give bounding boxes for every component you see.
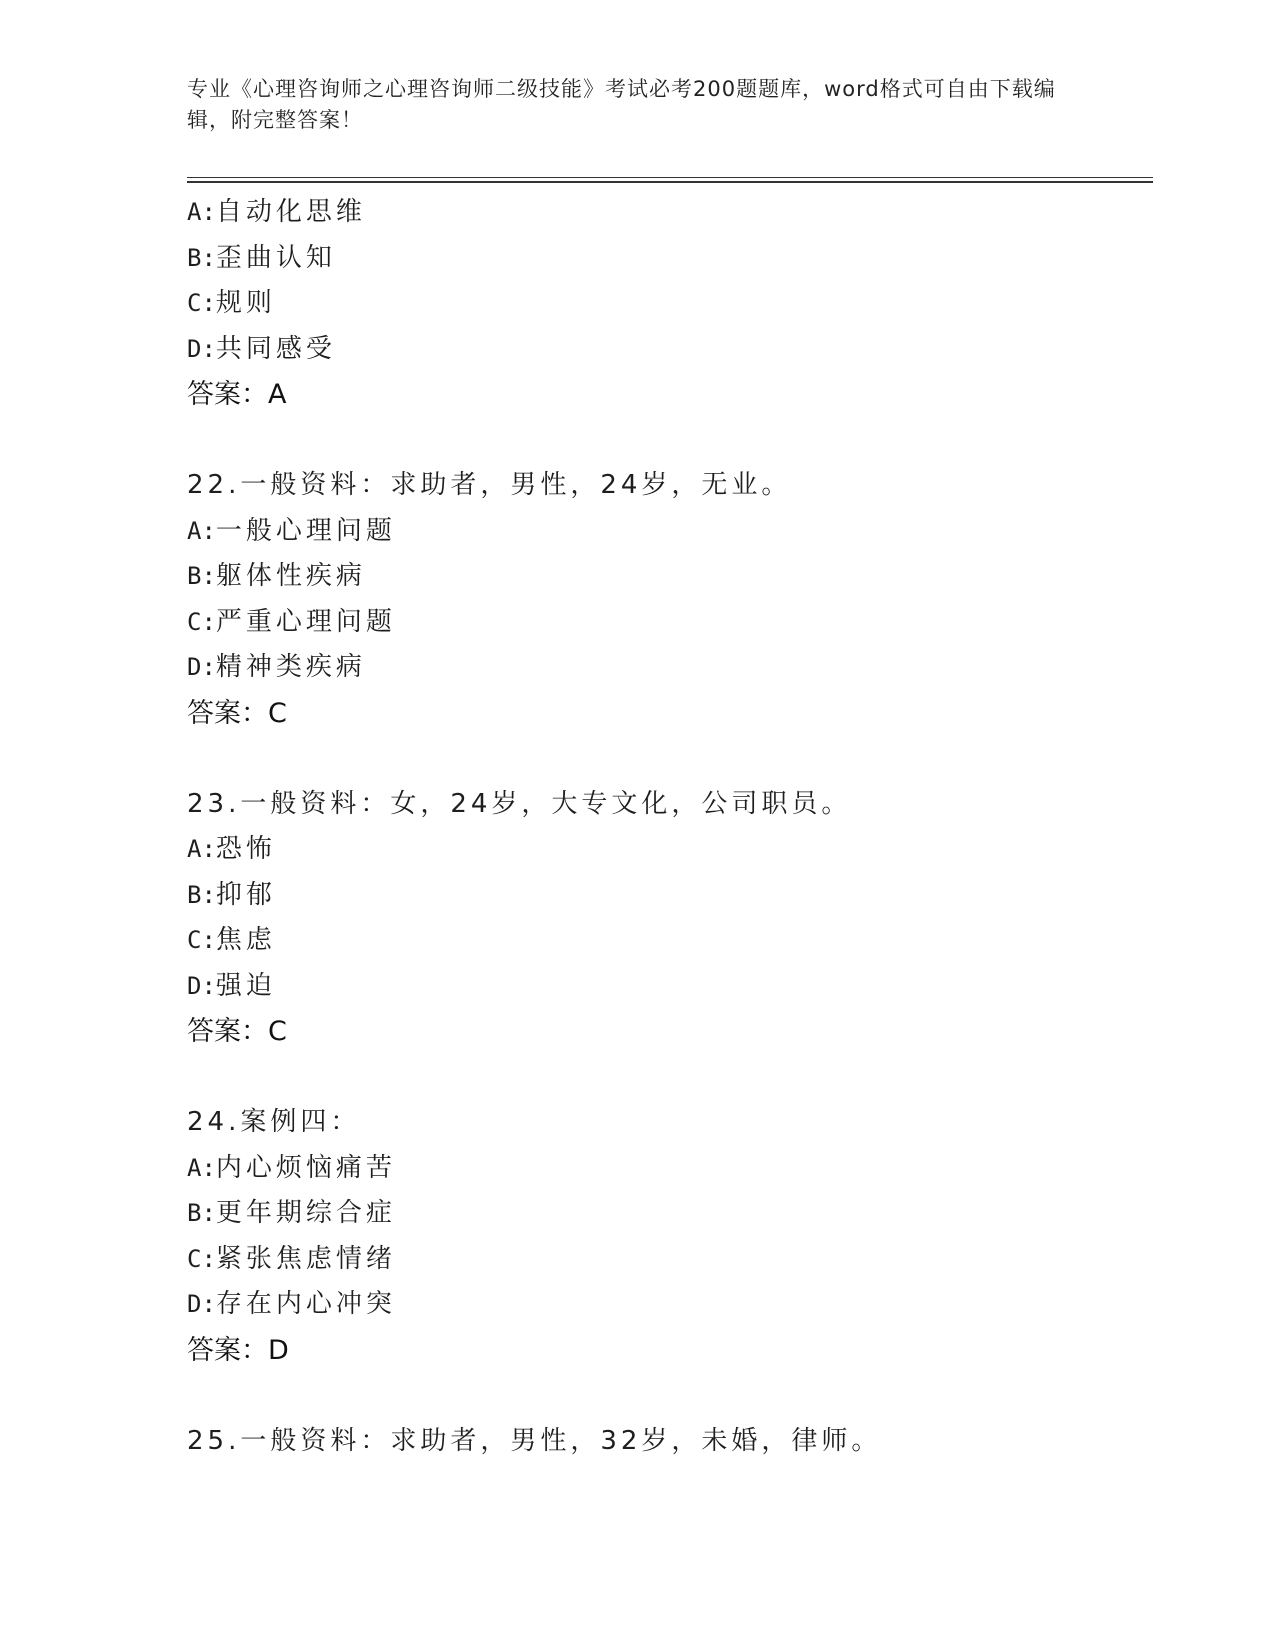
option-d: D:存在内心冲突 [187, 1289, 396, 1319]
question-block [187, 463, 1153, 736]
option-a: A:内心烦恼痛苦 [187, 1152, 396, 1183]
option-d: D:精神类疾病 [187, 652, 366, 682]
option-b: B:抑郁 [187, 879, 276, 910]
option-b: B:更年期综合症 [187, 1198, 396, 1228]
answer-line: 答案：A [187, 379, 287, 410]
option-b: B:歪曲认知 [187, 242, 336, 273]
question-block [187, 1419, 1153, 1465]
question-stem: 24.案例四： [187, 1107, 361, 1137]
option-d: D:强迫 [187, 970, 276, 1001]
spacer [187, 1373, 1153, 1419]
option-a: A:自动化思维 [187, 197, 366, 227]
header-divider-thick [187, 181, 1153, 183]
answer-line: 答案：D [187, 1334, 289, 1366]
answer-line: 答案：C [187, 1016, 287, 1047]
option-c: C:严重心理问题 [187, 606, 396, 637]
document-intro: 专业《心理咨询师之心理咨询师二级技能》考试必考200题题库，word格式可自由下载编辑，附完整答案！ [187, 77, 1056, 132]
spacer [187, 1055, 1153, 1101]
answer-line: 答案：C [187, 697, 287, 729]
question-block [187, 782, 1153, 1055]
spacer [187, 736, 1153, 782]
question-block [187, 1100, 1153, 1373]
header-divider-thin [187, 177, 1153, 178]
question-stem: 23.一般资料：女，24岁，大专文化，公司职员。 [187, 788, 852, 819]
option-c: C:紧张焦虑情绪 [187, 1243, 396, 1274]
question-stem: 22.一般资料：求助者，男性，24岁，无业。 [187, 470, 792, 500]
spacer [187, 418, 1153, 464]
option-d: D:共同感受 [187, 333, 336, 364]
question-block [187, 190, 1153, 418]
option-a: A:一般心理问题 [187, 515, 396, 546]
option-a: A:恐怖 [187, 834, 276, 864]
option-c: C:焦虑 [187, 925, 276, 955]
option-c: C:规则 [187, 288, 276, 318]
question-stem: 25.一般资料：求助者，男性，32岁，未婚，律师。 [187, 1425, 882, 1456]
question-list [187, 190, 1153, 1464]
option-b: B:躯体性疾病 [187, 561, 366, 591]
